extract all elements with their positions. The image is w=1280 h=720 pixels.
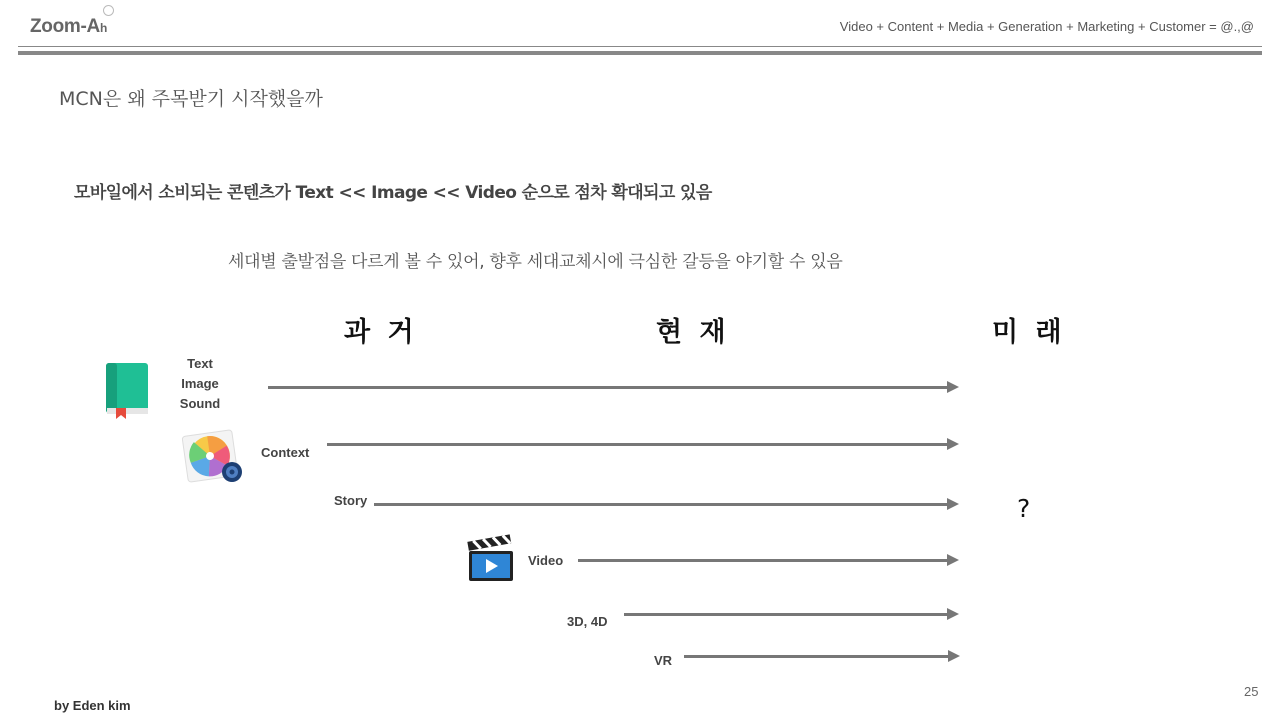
arrow-context [327, 443, 948, 446]
slide-title: MCN은 왜 주목받기 시작했을까 [59, 88, 323, 110]
header-divider-thick [18, 51, 1262, 55]
arrow-text-image-sound [268, 386, 948, 389]
arrow-vr [684, 655, 949, 658]
clapperboard-icon [467, 535, 515, 583]
arrow-story [374, 503, 948, 506]
label-3d-4d: 3D, 4D [567, 614, 608, 629]
label-story: Story [334, 493, 368, 508]
label-text-image-sound [170, 354, 230, 414]
arrow-video [578, 559, 948, 562]
photos-icon [182, 430, 244, 486]
label-vr: VR [654, 653, 673, 668]
book-icon [104, 362, 150, 420]
label-text: Text [187, 356, 213, 371]
author-credit: by Eden kim [54, 698, 131, 713]
logo-magnifier-mark [103, 5, 114, 16]
page-number: 25 [1244, 684, 1259, 699]
label-sound: Sound [179, 396, 221, 411]
era-future: 미 래 [992, 317, 1066, 348]
header-divider-thin [18, 46, 1262, 47]
logo-tail-text: h [99, 21, 107, 35]
label-video: Video [528, 553, 564, 568]
era-present: 현 재 [656, 317, 730, 348]
slide-headline: 모바일에서 소비되는 콘텐츠가 Text << Image << Video 순으로 점차 확대되고 있음 [74, 183, 712, 203]
logo-main-text: Zoom-A [30, 16, 100, 37]
label-image: Image [181, 376, 219, 391]
slide-subline: 세대별 출발점을 다르게 볼 수 있어, 향후 세대교체시에 극심한 갈등을 야기할 수 있음 [228, 252, 843, 272]
header-tagline: Video + Content + Media + Generation + Marketing + Customer = @.,@ [839, 19, 1254, 34]
arrow-3d-4d [624, 613, 948, 616]
future-question-mark: ? [1017, 494, 1031, 523]
label-context: Context [261, 445, 310, 460]
brand-logo [30, 16, 107, 38]
era-past: 과 거 [344, 317, 418, 348]
